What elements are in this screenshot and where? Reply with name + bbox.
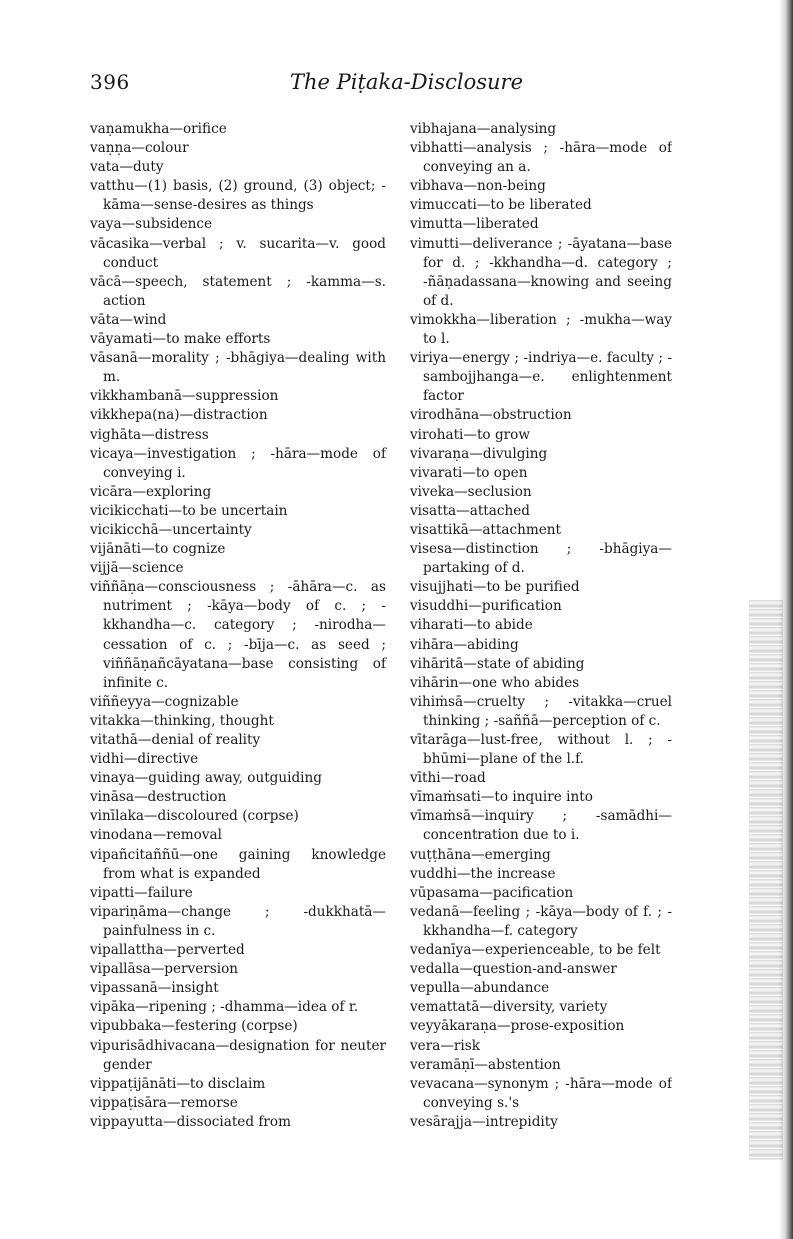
- glossary-entry: vipassanā—insight: [90, 980, 219, 997]
- glossary-entry: vuddhi—the increase: [410, 865, 556, 882]
- glossary-entry: vipañcitaññū—one gaining knowledge from what is expanded: [90, 846, 386, 882]
- glossary-left-column: [90, 120, 386, 1132]
- glossary-entry: vināsa—destruction: [90, 789, 227, 806]
- glossary-entry: vipariṇāma—change ; -dukkhatā—painfulness in c.: [90, 903, 386, 939]
- glossary-entry: vedanīya—experienceable, to be felt: [410, 942, 661, 959]
- glossary-entry: vatthu—(1) basis, (2) ground, (3) object; -kāma—sense-desires as things: [90, 178, 386, 214]
- glossary-right-column: [410, 120, 672, 1132]
- glossary-entry: vāyamati—to make efforts: [90, 331, 271, 348]
- glossary-entry: vippaṭijānāti—to disclaim: [90, 1075, 266, 1092]
- glossary-entry: vijjā—science: [90, 560, 184, 577]
- glossary-entry: vīthi—road: [410, 770, 486, 787]
- glossary-entry: virodhāna—obstruction: [410, 407, 572, 424]
- running-title: The Piṭaka-Disclosure: [290, 70, 523, 94]
- glossary-entry: vibhajana—analysing: [410, 121, 557, 137]
- glossary-entry: viññeyya—cognizable: [90, 693, 239, 710]
- glossary-entry: viññāṇa—consciousness ; -āhāra—c. as nutriment ; -kāya—body of c. ; -kkhandha—c. category ; -nirodha—cessation of c. ; -bīja—c. as seed ; viññāṇañcāyatana—base consisting of infinite c.: [90, 579, 386, 691]
- glossary-entry: vikkhepa(na)—distraction: [90, 407, 268, 424]
- glossary-entry: vaṇamukha—orifice: [90, 121, 227, 137]
- glossary-entry: vimutta—liberated: [410, 216, 539, 233]
- glossary-entry: vevacana—synonym ; -hāra—mode of conveying s.'s: [410, 1075, 672, 1111]
- glossary-entry: vedanā—feeling ; -kāya—body of f. ; -kkhandha—f. category: [410, 903, 672, 939]
- glossary-entry: vicaya—investigation ; -hāra—mode of conveying i.: [90, 445, 386, 481]
- glossary-entry: vāsanā—morality ; -bhāgiya—dealing with m.: [90, 350, 386, 386]
- glossary-entry: vācā—speech, statement ; -kamma—s. action: [90, 273, 386, 309]
- glossary-entry: visujjhati—to be purified: [410, 579, 580, 596]
- glossary-entry: vīmaṁsā—inquiry ; -samādhi—concentration due to i.: [410, 808, 672, 844]
- glossary-entry: visatta—attached: [410, 502, 530, 519]
- glossary-entry: vikkhambanā—suppression: [90, 388, 279, 405]
- glossary-entry: viriya—energy ; -indriya—e. faculty ; -sambojjhanga—e. enlightenment factor: [410, 350, 672, 405]
- page-number: 396: [90, 70, 130, 94]
- glossary-entry: vācasika—verbal ; v. sucarita—v. good conduct: [90, 235, 386, 271]
- glossary-entry: vitathā—denial of reality: [90, 732, 261, 748]
- glossary-entry: vighāta—distress: [90, 426, 209, 443]
- glossary-entry: vera—risk: [410, 1037, 480, 1054]
- glossary-entry: vidhi—directive: [90, 751, 199, 768]
- glossary-entry: vinīlaka—discoloured (corpse): [90, 808, 299, 825]
- glossary-entry: vemattatā—diversity, variety: [410, 999, 608, 1016]
- glossary-entry: vītarāga—lust-free, without l. ; -bhūmi—plane of the l.f.: [410, 732, 672, 768]
- glossary-entry: vihāra—abiding: [410, 636, 519, 653]
- glossary-entry: vipurisādhivacana—designation for neuter gender: [90, 1037, 386, 1073]
- glossary-entry: vipatti—failure: [90, 884, 193, 901]
- glossary-entry: vaya—subsidence: [90, 216, 213, 233]
- glossary-entry: vivarati—to open: [410, 464, 528, 481]
- glossary-entry: visesa—distinction ; -bhāgiya—partaking of d.: [410, 541, 672, 577]
- glossary-entry: vāta—wind: [90, 311, 167, 328]
- glossary-entry: vinaya—guiding away, outguiding: [90, 770, 322, 787]
- glossary-entry: vicikicchā—uncertainty: [90, 521, 252, 538]
- glossary-entry: visuddhi—purification: [410, 598, 562, 615]
- glossary-entry: vippaṭisāra—remorse: [90, 1094, 238, 1111]
- glossary-entry: vihiṁsā—cruelty ; -vitakka—cruel thinking ; -saññā—perception of c.: [410, 693, 672, 729]
- glossary-entry: vipallāsa—perversion: [90, 961, 239, 978]
- glossary-entry: vedalla—question-and-answer: [410, 961, 617, 978]
- glossary-entry: vijānāti—to cognize: [90, 541, 226, 558]
- glossary-entry: vicikicchati—to be uncertain: [90, 502, 288, 519]
- glossary-entry: viharati—to abide: [410, 617, 533, 634]
- glossary-entry: vipallattha—perverted: [90, 942, 245, 959]
- glossary-entry: veramāṇī—abstention: [410, 1056, 561, 1073]
- glossary-entry: vibhava—non-being: [410, 178, 546, 195]
- glossary-entry: vihāritā—state of abiding: [410, 655, 585, 672]
- glossary-entry: vitakka—thinking, thought: [90, 712, 274, 729]
- glossary-entry: vicāra—exploring: [90, 483, 212, 500]
- glossary-entry: virohati—to grow: [410, 426, 530, 443]
- glossary-entry: vuṭṭhāna—emerging: [410, 846, 551, 863]
- glossary-entry: vesārajja—intrepidity: [410, 1113, 558, 1130]
- glossary-entry: vimokkha—liberation ; -mukha—way to l.: [410, 311, 672, 348]
- glossary-entry: vepulla—abundance: [410, 980, 550, 997]
- glossary-entry: vinodana—removal: [90, 827, 222, 844]
- scan-margin-noise: [749, 600, 783, 1160]
- glossary-entry: vivaraṇa—divulging: [410, 445, 548, 462]
- glossary-entry: vūpasama—pacification: [410, 884, 574, 901]
- glossary-entry: vata—duty: [90, 159, 164, 176]
- glossary-entry: vaṇṇa—colour: [90, 140, 189, 157]
- glossary-entry: vīmaṁsati—to inquire into: [410, 789, 593, 806]
- glossary-entry: veyyākaraṇa—prose-exposition: [410, 1018, 625, 1035]
- glossary-entry: visattikā—attachment: [410, 521, 561, 538]
- glossary-entry: viveka—seclusion: [410, 483, 532, 500]
- glossary-entry: vimuccati—to be liberated: [410, 197, 592, 214]
- glossary-entry: vimutti—deliverance ; -āyatana—base for d. ; -kkhandha—d. category ; -ñāṇadassana—knowing and seeing of d.: [410, 235, 672, 309]
- glossary-entry: vipāka—ripening ; -dhamma—idea of r.: [90, 999, 359, 1016]
- glossary-entry: vihārin—one who abides: [410, 674, 580, 691]
- glossary-entry: vippayutta—dissociated from: [90, 1113, 291, 1130]
- glossary-entry: vipubbaka—festering (corpse): [90, 1018, 298, 1035]
- glossary-entry: vibhatti—analysis ; -hāra—mode of conveying an a.: [410, 140, 672, 176]
